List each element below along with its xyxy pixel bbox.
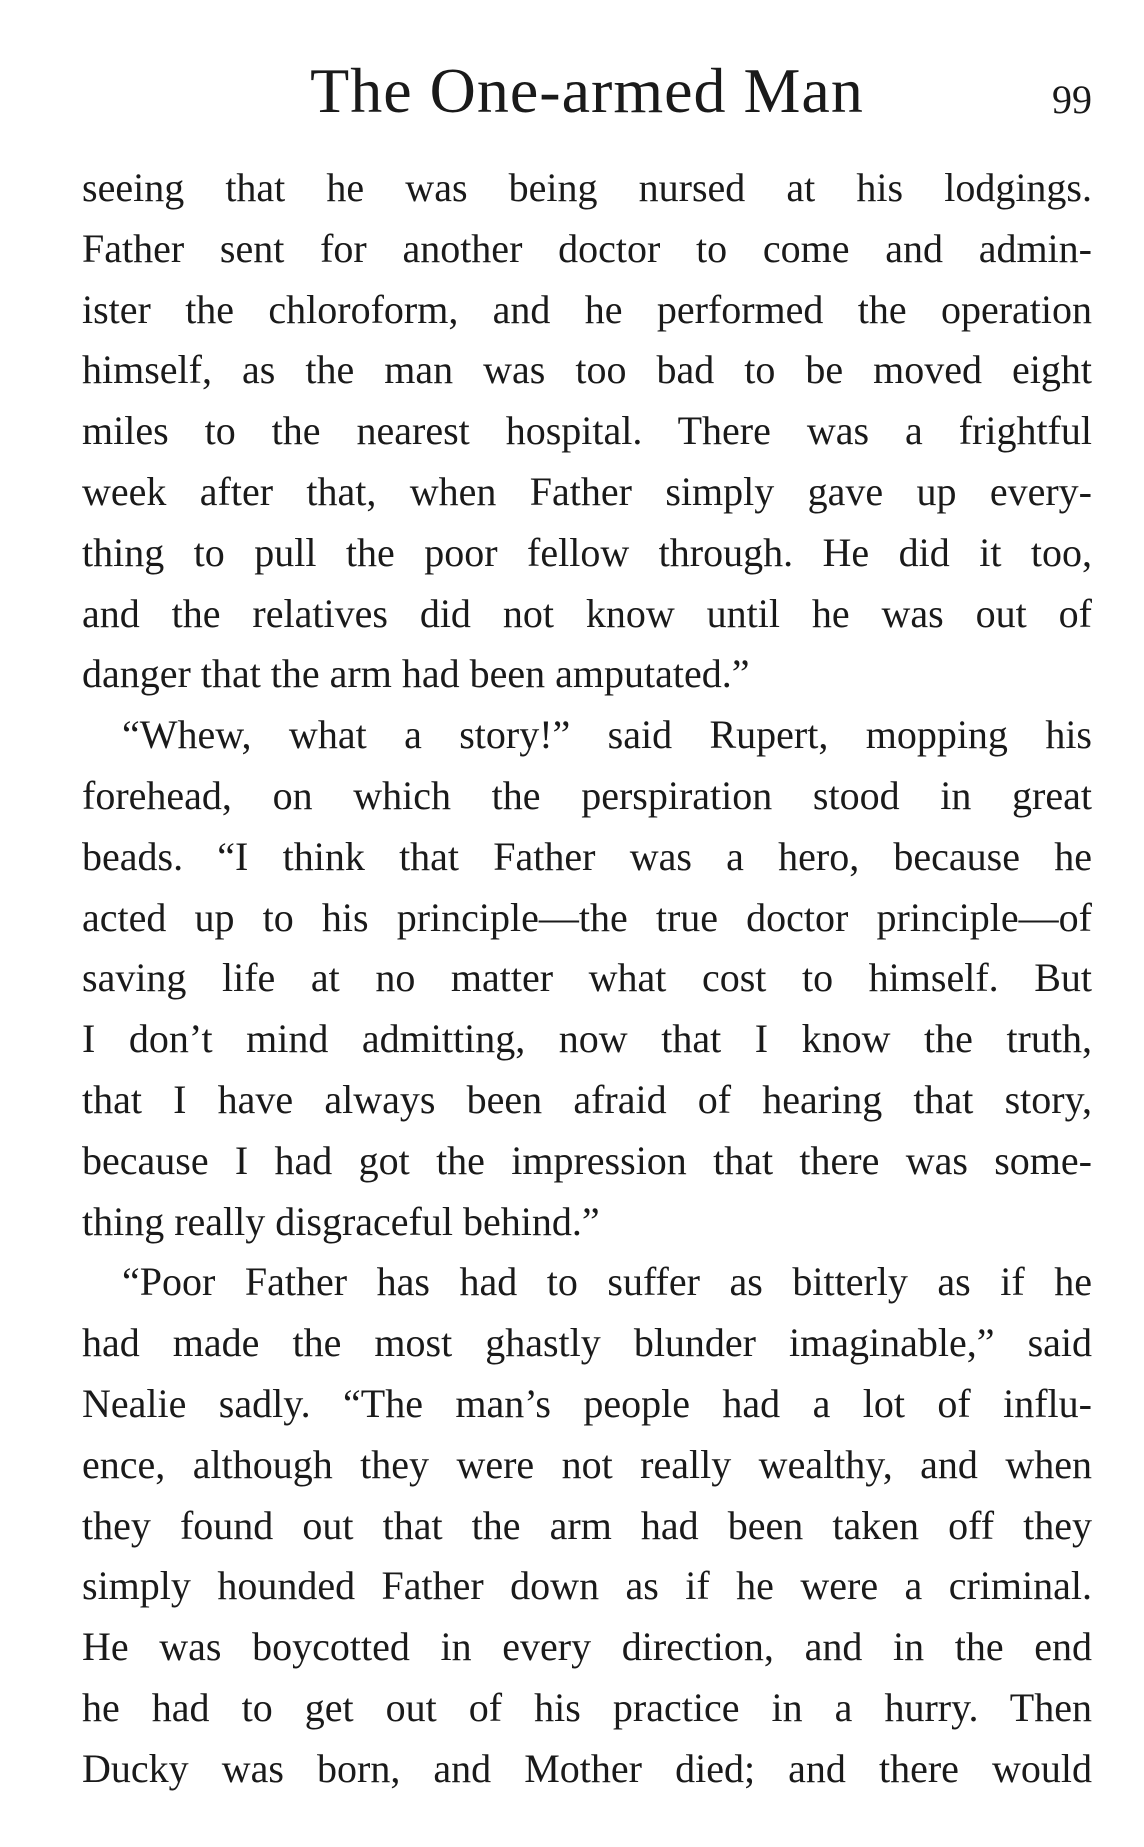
text-line: he had to get out of his practice in a hurry. Then [82,1684,1092,1730]
text-line: ence, although they were not really wealthy, and when [82,1441,1092,1487]
text-line: week after that, when Father simply gave up every- [82,468,1092,514]
text-line: Nealie sadly. “The man’s people had a lot of influ- [82,1380,1092,1426]
text-line: He was boycotted in every direction, and in the end [82,1624,1092,1670]
text-line: miles to the nearest hospital. There was a frightful [82,408,1092,454]
text-line: because I had got the impression that there was some- [82,1137,1092,1183]
text-line: they found out that the arm had been taken off they [82,1502,1092,1548]
text-line: thing really disgraceful behind.” [82,1198,600,1244]
text-line: himself, as the man was too bad to be moved eight [82,347,1092,393]
text-line: thing to pull the poor fellow through. He did it too, [82,529,1092,575]
text-line: Ducky was born, and Mother died; and there would [82,1745,1092,1791]
text-line: saving life at no matter what cost to himself. But [82,955,1092,1001]
text-line: beads. “I think that Father was a hero, because he [82,833,1092,879]
page-header [82,46,1092,136]
text-line: and the relatives did not know until he was out of [82,590,1092,636]
text-line: simply hounded Father down as if he were a criminal. [82,1563,1092,1609]
body-text [82,158,1092,1800]
running-title: The One-armed Man [310,55,864,126]
text-line: forehead, on which the perspiration stood in great [82,772,1092,818]
page-number: 99 [1052,77,1092,122]
text-line: “Poor Father has had to suffer as bitterly as if he [122,1259,1092,1305]
text-line: had made the most ghastly blunder imaginable,” said [82,1320,1092,1366]
text-line: acted up to his principle—the true doctor principle—of [82,894,1092,940]
text-line: seeing that he was being nursed at his lodgings. [82,165,1092,210]
text-line: Father sent for another doctor to come and admin- [82,225,1092,271]
text-line: that I have always been afraid of hearing that story, [82,1076,1092,1122]
text-line: I don’t mind admitting, now that I know the truth, [82,1016,1092,1062]
text-line: ister the chloroform, and he performed the operation [82,286,1092,332]
text-line: danger that the arm had been amputated.” [82,651,750,697]
text-line: “Whew, what a story!” said Rupert, mopping his [122,712,1092,758]
